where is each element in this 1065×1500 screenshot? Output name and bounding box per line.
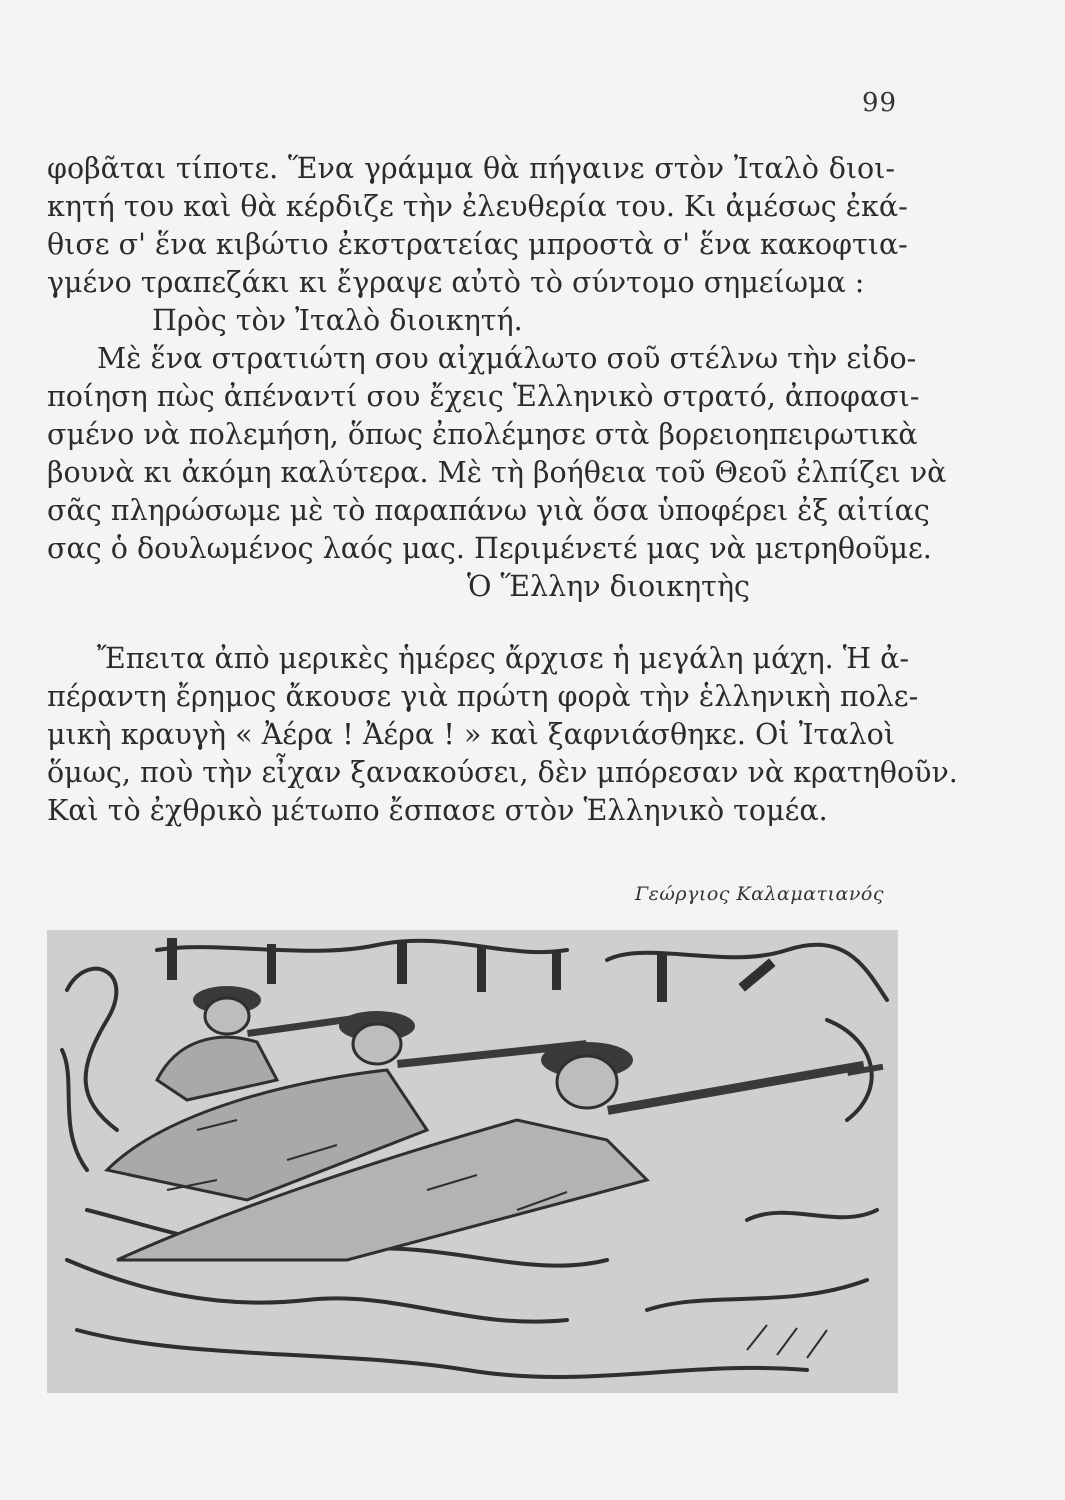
author-credit: Γεώργιος Καλαματιανός <box>635 883 884 905</box>
closing-line: μικὴ κραυγὴ « Ἀέρα ! Ἀέρα ! » καὶ ξαφνιάσθηκε. Οἱ Ἰταλοὶ <box>47 718 895 751</box>
soldiers-woodcut-illustration <box>47 930 898 1393</box>
letter-line: σμένο νὰ πολεμήση, ὅπως ἐπολέμησε στὰ βορειοηπειρωτικὰ <box>47 418 918 451</box>
woodcut-drawing <box>47 930 898 1393</box>
paragraph-gap <box>47 606 895 640</box>
body-line: φοβᾶται τίποτε. Ἕνα γράμμα θὰ πήγαινε στὸν Ἰταλὸ διοι- <box>47 152 895 185</box>
closing-line: ὅμως, ποὺ τὴν εἶχαν ξανακούσει, δὲν μπόρεσαν νὰ κρατηθοῦν. <box>47 756 958 789</box>
letter-line: Μὲ ἕνα στρατιώτη σου αἰχμάλωτο σοῦ στέλνω τὴν εἰδο- <box>97 342 917 375</box>
body-line: θισε σ' ἕνα κιβώτιο ἐκστρατείας μπροστὰ σ' ἕνα κακοφτια- <box>47 228 908 261</box>
closing-line: Ἔπειτα ἀπὸ μερικὲς ἡμέρες ἄρχισε ἡ μεγάλη μάχη. Ἡ ἀ- <box>97 642 909 675</box>
body-line: κητή του καὶ θὰ κέρδιζε τὴν ἐλευθερία του. Κι ἀμέσως ἐκά- <box>47 190 908 223</box>
letter-line: ποίηση πὼς ἀπέναντί σου ἔχεις Ἑλληνικὸ στρατό, ἀποφασι- <box>47 380 920 413</box>
closing-line: Καὶ τὸ ἐχθρικὸ μέτωπο ἔσπασε στὸν Ἑλληνικὸ τομέα. <box>47 794 828 827</box>
body-line: γμένο τραπεζάκι κι ἔγραψε αὐτὸ τὸ σύντομο σημείωμα : <box>47 266 865 299</box>
page-number: 99 <box>862 88 898 118</box>
article-text <box>47 150 958 830</box>
letter-line: σας ὁ δουλωμένος λαός μας. Περιμένετέ μας νὰ μετρηθοῦμε. <box>47 532 932 565</box>
letter-salutation: Πρὸς τὸν Ἰταλὸ διοικητή. <box>152 304 523 337</box>
closing-line: πέραντη ἔρημος ἄκουσε γιὰ πρώτη φορὰ τὴν ἑλληνικὴ πολε- <box>47 680 919 713</box>
letter-line: βουνὰ κι ἀκόμη καλύτερα. Μὲ τὴ βοήθεια τοῦ Θεοῦ ἐλπίζει νὰ <box>47 456 947 489</box>
letter-signature: Ὁ Ἕλλην διοικητὴς <box>467 570 750 603</box>
letter-line: σᾶς πληρώσωμε μὲ τὸ παραπάνω γιὰ ὅσα ὑποφέρει ἐξ αἰτίας <box>47 494 930 527</box>
